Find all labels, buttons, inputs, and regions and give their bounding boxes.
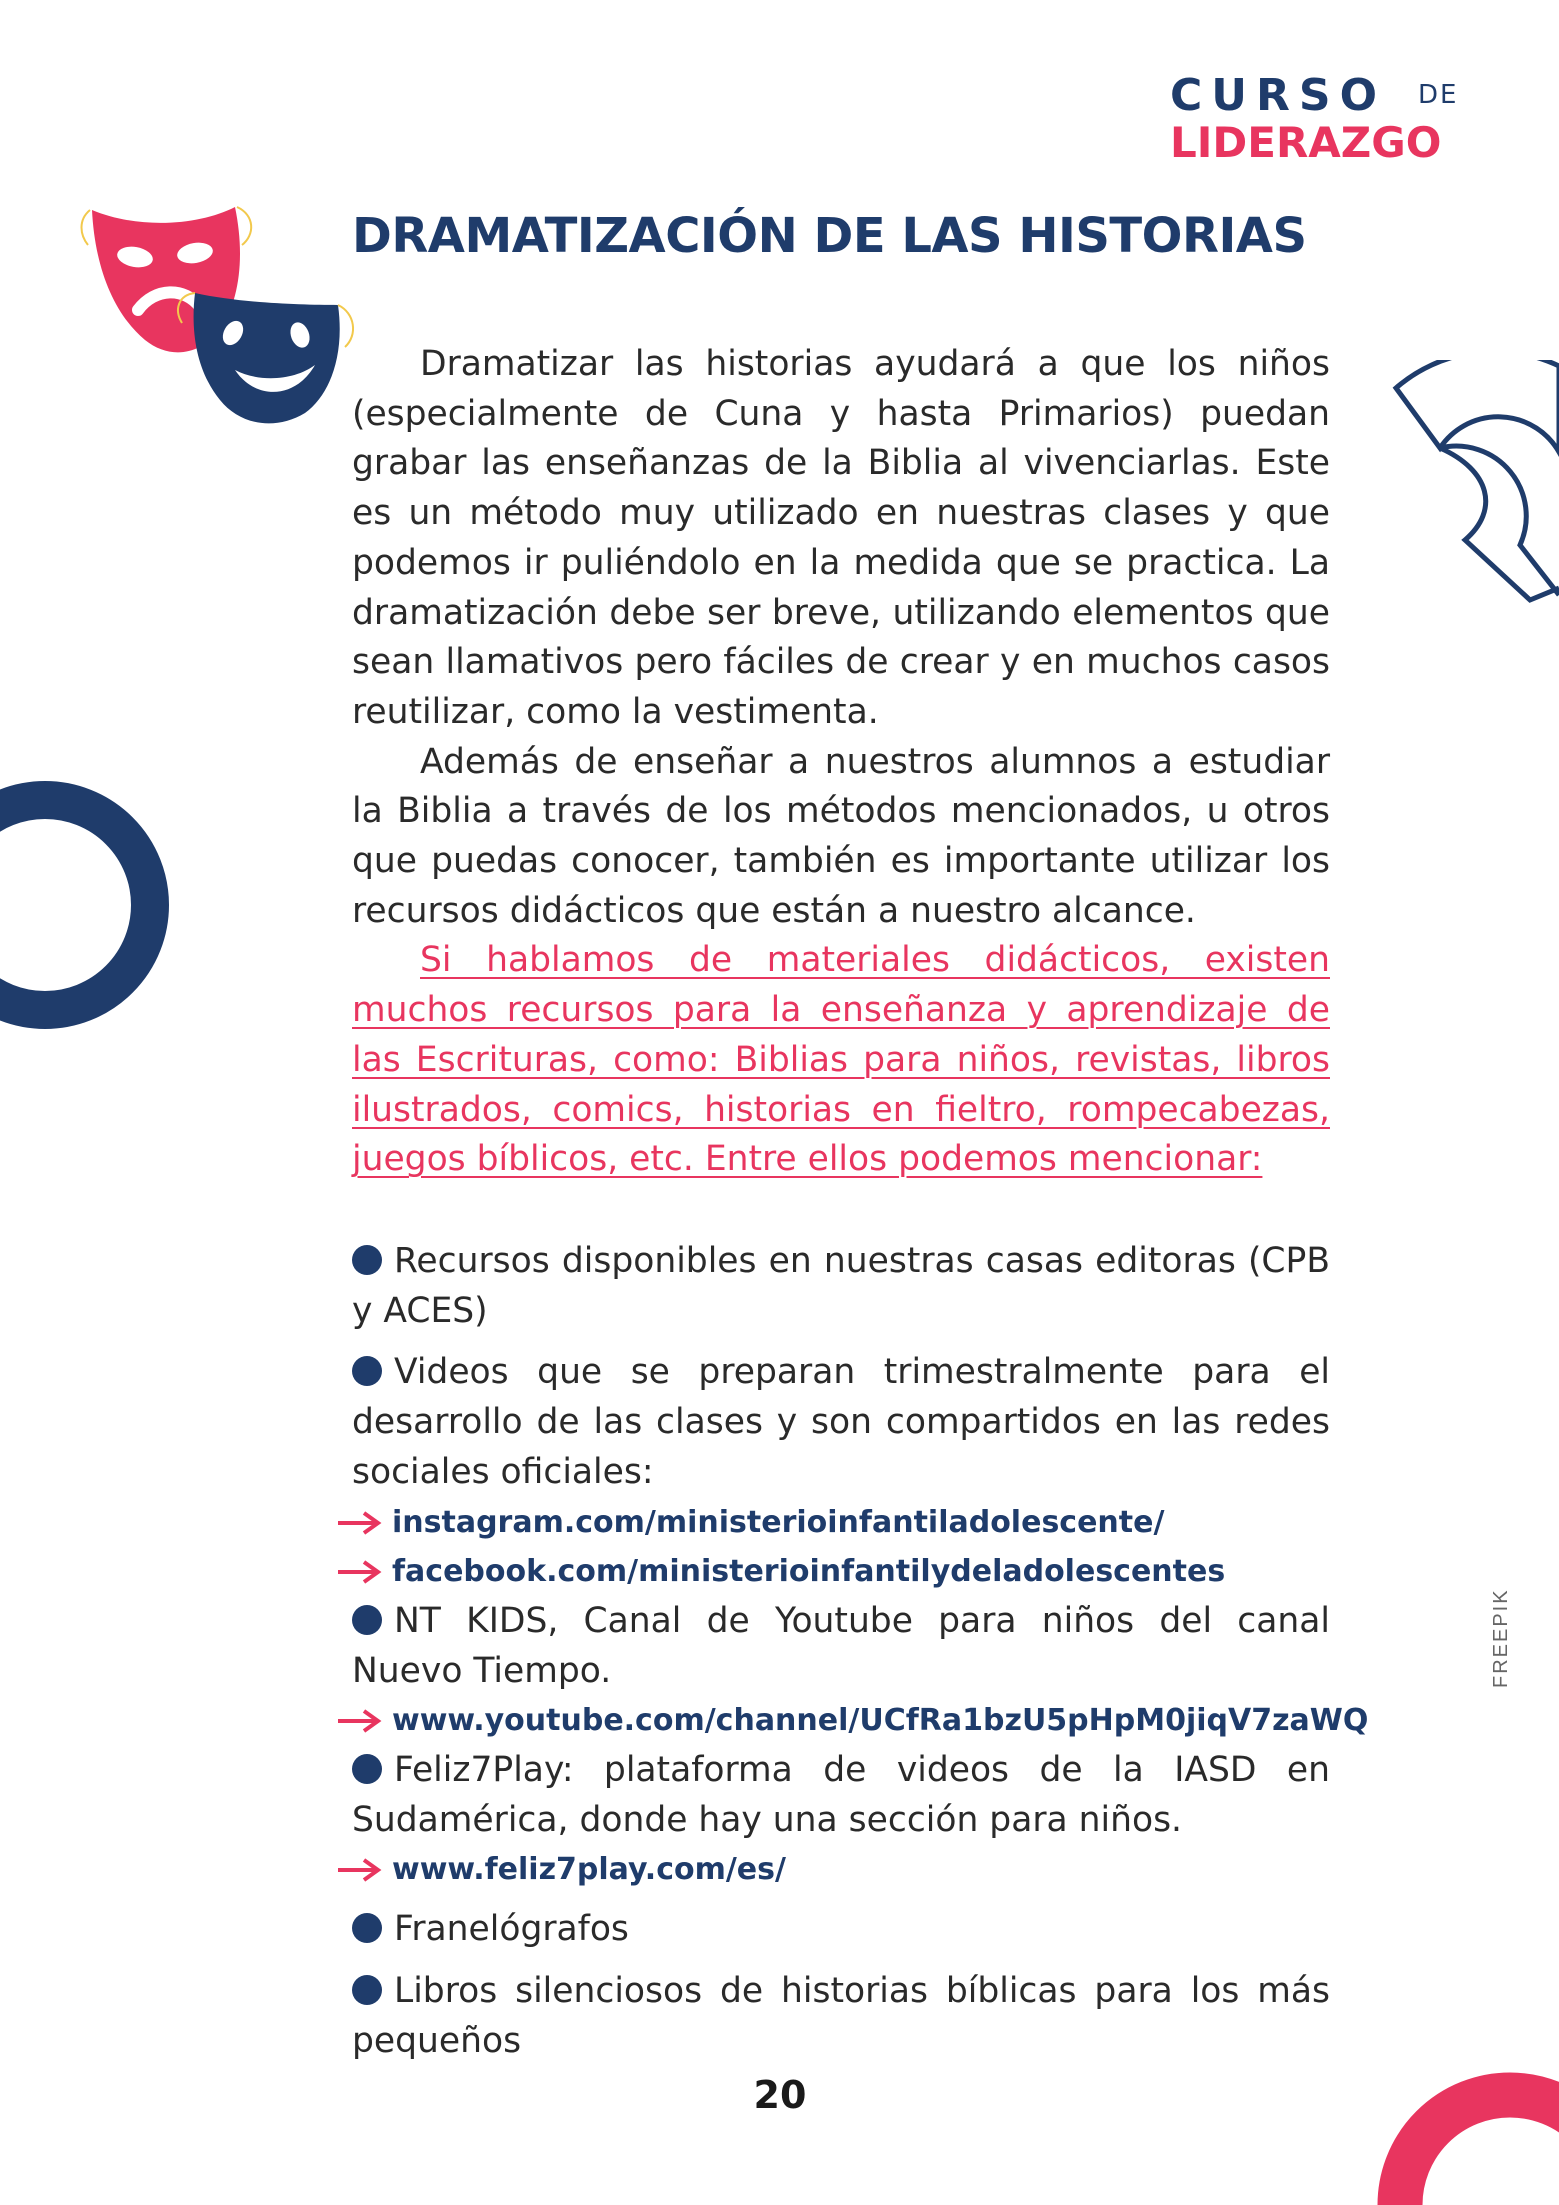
arrow-right-icon — [336, 1508, 386, 1538]
list-item-text: Videos que se preparan trimestralmente para el desarrollo de las clases y son compartidos en las redes sociales oficiales: — [352, 1352, 1330, 1492]
body-text — [352, 340, 1330, 1185]
youtube-link-text[interactable]: www.youtube.com/channel/UCfRa1bzU5pHpM0jiqV7zaWQ — [392, 1703, 1369, 1739]
list-item-text: Libros silenciosos de historias bíblicas para los más pequeños — [352, 1970, 1330, 2061]
instagram-link-text[interactable]: instagram.com/ministerioinfantiladolescente/ — [392, 1504, 1165, 1540]
paragraph-resources: Además de enseñar a nuestros alumnos a estudiar la Biblia a través de los métodos mencionados, u otros que puedas conocer, también es importante utilizar los recursos didácticos que están a nuestro alcance. — [352, 741, 1330, 931]
feliz7play-link[interactable] — [338, 1845, 1330, 1895]
resource-list — [338, 1237, 1369, 2066]
logo-liderazgo-text: LIDERAZGO — [1170, 118, 1442, 167]
facebook-link-text[interactable]: facebook.com/ministerioinfantilydeladolescentes — [392, 1554, 1226, 1590]
bullet-dot-icon — [352, 1913, 382, 1943]
arrow-right-icon — [336, 1557, 386, 1587]
paragraph-highlight: Si hablamos de materiales didácticos, existen muchos recursos para la enseñanza y aprendizaje de las Escrituras, como: Biblias para niños, revistas, libros ilustrados, comics, historias en fieltro, rompecabezas, juegos bíblicos, etc. Entre ellos podemos mencionar: — [352, 940, 1330, 1180]
theater-masks-icon — [70, 195, 370, 435]
instagram-link[interactable] — [338, 1498, 1330, 1548]
feliz7play-link-text[interactable]: www.feliz7play.com/es/ — [392, 1852, 786, 1888]
logo-curso-text: CURSO — [1170, 70, 1386, 121]
list-item — [338, 1597, 1330, 1696]
course-logo — [1170, 70, 1470, 170]
image-credit-text: FREEPIK — [1490, 1588, 1512, 1688]
bullet-dot-icon — [352, 1754, 382, 1784]
list-item-text: NT KIDS, Canal de Youtube para niños del canal Nuevo Tiempo. — [352, 1600, 1330, 1691]
list-item-text: Franelógrafos — [394, 1909, 629, 1950]
bullet-dot-icon — [352, 1605, 382, 1635]
list-item — [338, 1746, 1330, 1845]
navy-ring-decoration — [0, 778, 180, 1032]
list-item-text: Recursos disponibles en nuestras casas editoras (CPB y ACES) — [352, 1241, 1330, 1331]
image-credit — [1490, 1590, 1520, 1690]
list-item-text: Feliz7Play: plataforma de videos de la IASD en Sudamérica, donde hay una sección para niños. — [352, 1750, 1330, 1840]
arrow-right-icon — [336, 1855, 386, 1885]
youtube-link[interactable] — [338, 1696, 1369, 1746]
bullet-dot-icon — [352, 1975, 382, 2005]
bullet-dot-icon — [352, 1245, 382, 1275]
list-item — [338, 1348, 1330, 1497]
list-item — [338, 1967, 1330, 2066]
bullet-dot-icon — [352, 1356, 382, 1386]
list-item — [338, 1237, 1330, 1336]
paragraph-dramatization: Dramatizar las historias ayudará a que los niños (especialmente de Cuna y hasta Primarios) puedan grabar las enseñanzas de la Biblia al vivenciarlas. Este es un método muy utilizado en nuestras clases y que podemos ir puliéndolo en la medida que se practica. La dramatización debe ser breve, utilizando elementos que sean llamativos pero fáciles de crear y en muchos casos reutilizar, como la vestimenta. — [352, 344, 1330, 732]
logo-de-text: DE — [1418, 80, 1459, 110]
page-number: 20 — [753, 2073, 807, 2117]
pink-ring-decoration — [1350, 2040, 1559, 2205]
page-title: DRAMATIZACIÓN DE LAS HISTORIAS — [352, 208, 1307, 264]
arrow-right-icon — [336, 1706, 386, 1736]
outline-arc-decoration — [1380, 360, 1559, 610]
facebook-link[interactable] — [338, 1547, 1330, 1597]
list-item — [338, 1905, 1330, 1955]
